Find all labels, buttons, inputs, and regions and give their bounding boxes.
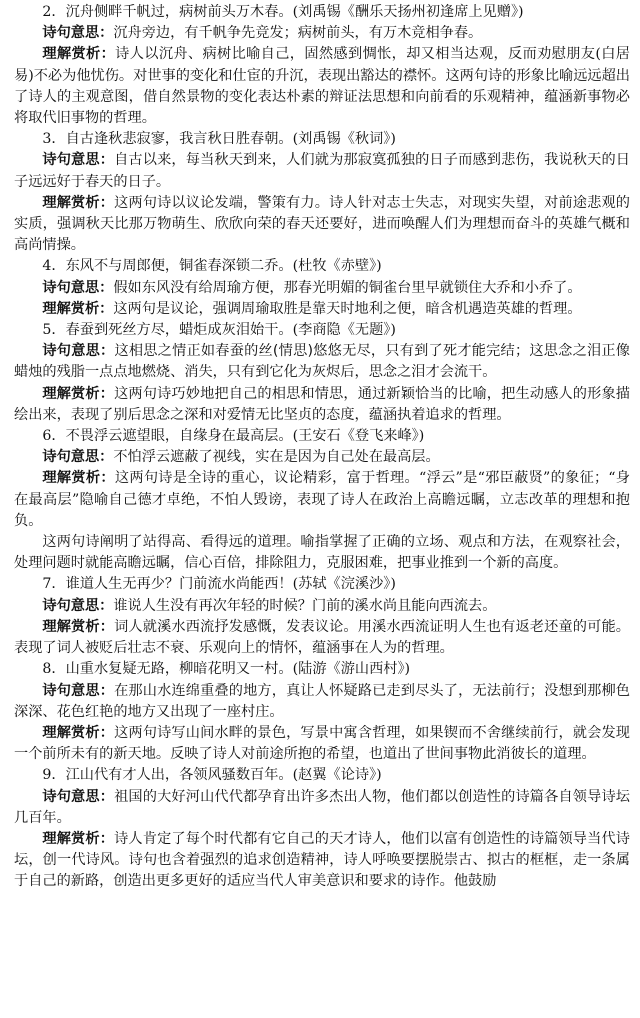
appreciation-label: 理解赏析	[42, 724, 100, 741]
appreciation-text: 这两句诗写山间水畔的景色，写景中寓含哲理，如果锲而不舍继续前行，就会发现一个前所未有的新天地。反映了诗人对前途所抱的希望，也道出了世间事物此消彼长的道理。	[14, 724, 630, 763]
meaning-label: 诗句意思	[42, 25, 100, 42]
label-colon: ：	[100, 343, 115, 360]
appreciation-label: 理解赏析	[42, 194, 100, 211]
appreciation-paragraph	[14, 299, 630, 320]
meaning-text: 谁说人生没有再次年轻的时候？门前的溪水尚且能向西流去。	[113, 597, 497, 614]
label-colon: ：	[100, 46, 116, 63]
appreciation-text: 这两句诗是全诗的重心，议论精彩，富于哲理。“浮云”是“邪臣蔽贤”的象征；“身在最高层”隐喻自己德才卓绝，不怕人毁谤，表现了诗人在政治上高瞻远瞩，立志改革的理想和抱负。	[14, 470, 630, 529]
appreciation-text: 诗人肯定了每个时代都有它自己的天才诗人，他们以富有创造性的诗篇领导当代诗坛，创一代诗风。诗句也含着强烈的追求创造精神，诗人呼唤要摆脱崇古、拟古的框框，走一条属于自己的新路，创造出更多更好的适应当代人审美意识和要求的诗作。他鼓励	[14, 830, 630, 890]
meaning-label: 诗句意思	[42, 152, 100, 169]
meaning-label: 诗句意思	[42, 682, 100, 699]
meaning-label: 诗句意思	[42, 597, 100, 614]
entry-title: 9．江山代有才人出，各领风骚数百年。(赵翼《论诗》)	[42, 767, 382, 784]
label-colon: ：	[99, 152, 115, 169]
meaning-paragraph	[14, 341, 630, 383]
appreciation-paragraph	[14, 723, 630, 765]
meaning-label: 诗句意思	[42, 343, 101, 360]
appreciation-paragraph	[14, 617, 630, 659]
meaning-text: 祖国的大好河山代代都孕育出许多杰出人物，他们都以创造性的诗篇各自领导诗坛几百年。	[14, 788, 630, 826]
label-colon: ：	[99, 788, 115, 805]
entry-title: 4．东风不与周郎便，铜雀春深锁二乔。(杜牧《赤壁》)	[42, 258, 382, 275]
entry-title: 2．沉舟侧畔千帆过，病树前头万木春。(刘禹锡《酬乐天扬州初逢席上见赠》)	[42, 4, 524, 20]
label-colon: ：	[99, 830, 115, 847]
label-colon: ：	[99, 25, 114, 42]
label-colon: ：	[99, 194, 115, 211]
appreciation-text: 词人就溪水西流抒发感慨，发表议论。用溪水西流证明人生也有返老还童的可能。表现了词人被贬后壮志不衰、乐观向上的情怀，蕴涵事在人为的哲理。	[14, 618, 630, 657]
meaning-label: 诗句意思	[42, 788, 100, 805]
entry-title: 8．山重水复疑无路，柳暗花明又一村。(陆游《游山西村》)	[42, 661, 411, 678]
appreciation-text: 这两句诗巧妙地把自己的相思和情思，通过新颖恰当的比喻，把生动感人的形象描绘出来，表现了别后思念之深和对爱情无比坚贞的态度，蕴涵执着追求的哲理。	[14, 385, 630, 423]
appreciation-paragraph	[14, 829, 630, 893]
meaning-text: 这相思之情正如春蚕的丝(情思)悠悠无尽，只有到了死才能完结；这思念之泪正像蜡烛的残脂一点点地燃烧、消失，只有到它化为灰烬后，思念之泪才会流干。	[14, 343, 630, 381]
appreciation-label: 理解赏析	[42, 618, 100, 635]
meaning-text: 假如东风没有给周瑜方便，那春光明媚的铜雀台里早就锁住大乔和小乔了。	[113, 279, 582, 296]
meaning-paragraph	[14, 447, 630, 468]
label-colon: ：	[99, 597, 114, 614]
entry-title: 7．谁道人生无再少？门前流水尚能西！(苏轼《浣溪沙》)	[42, 576, 396, 593]
meaning-text: 不怕浮云遮蔽了视线，实在是因为自己处在最高层。	[113, 449, 440, 466]
meaning-text: 沉舟旁边，有千帆争先竞发；病树前头，有万木竞相争春。	[113, 25, 483, 42]
appreciation-paragraph	[14, 193, 630, 257]
meaning-paragraph	[14, 681, 630, 723]
label-colon: ：	[99, 618, 115, 635]
meaning-text: 自古以来，每当秋天到来，人们就为那寂寞孤独的日子而感到悲伤，我说秋天的日子远远好于春天的日子。	[14, 152, 630, 190]
appreciation-text: 这两句诗以议论发端，警策有力。诗人针对志士失志，对现实失望，对前途悲观的实质，强调秋天比那万物萌生、欣欣向荣的春天还要好，进而唤醒人们为理想而奋斗的英雄气概和高尚情操。	[14, 194, 630, 254]
meaning-paragraph	[14, 787, 630, 829]
meaning-paragraph	[14, 278, 630, 299]
appreciation-label: 理解赏析	[42, 470, 101, 487]
appreciation-label: 理解赏析	[42, 46, 101, 63]
label-colon: ：	[99, 449, 114, 466]
meaning-label: 诗句意思	[42, 449, 100, 466]
label-colon: ：	[99, 385, 115, 402]
label-colon: ：	[99, 682, 115, 699]
entry-title: 3．自古逢秋悲寂寥，我言秋日胜春朝。(刘禹锡《秋词》)	[42, 131, 396, 148]
label-colon: ：	[99, 724, 115, 741]
label-colon: ：	[100, 470, 115, 487]
appreciation-text: 这两句是议论，强调周瑜取胜是靠天时地利之便，暗含机遇造英雄的哲理。	[113, 300, 582, 317]
appreciation-label: 理解赏析	[42, 300, 100, 317]
meaning-label: 诗句意思	[42, 279, 100, 296]
entry-title: 5．春蚕到死丝方尽，蜡炬成灰泪始干。(李商隐《无题》)	[42, 322, 396, 339]
entry-title: 6．不畏浮云遮望眼，自缘身在最高层。(王安石《登飞来峰》)	[42, 428, 425, 445]
appreciation-paragraph	[14, 468, 630, 532]
meaning-paragraph	[14, 23, 630, 44]
meaning-paragraph	[14, 596, 630, 617]
meaning-text: 在那山水连绵重叠的地方，真让人怀疑路已走到尽头了，无法前行；没想到那柳色深深、花色红艳的地方又出现了一座村庄。	[14, 682, 630, 720]
appreciation-label: 理解赏析	[42, 385, 100, 402]
label-colon: ：	[99, 279, 114, 296]
label-colon: ：	[99, 300, 114, 317]
appreciation-paragraph	[14, 44, 630, 129]
appreciation-paragraph	[14, 384, 630, 426]
extra-paragraph: 这两句诗阐明了站得高、看得远的道理。喻指掌握了正确的立场、观点和方法，在观察社会，处理问题时就能高瞻远瞩，信心百倍，排除阻力，克服困难，把事业推到一个新的高度。	[14, 534, 630, 572]
meaning-paragraph	[14, 150, 630, 192]
appreciation-label: 理解赏析	[42, 830, 100, 847]
appreciation-text: 诗人以沉舟、病树比喻自己，固然感到惆怅，却又相当达观，反而劝慰朋友(白居易)不必为他忧伤。对世事的变化和仕宦的升沉，表现出豁达的襟怀。这两句诗的形象比喻远远超出了诗人的主观意图，借自然景物的变化表达朴素的辩证法思想和向前看的乐观精神，蕴涵新事物必将取代旧事物的哲理。	[14, 46, 630, 127]
